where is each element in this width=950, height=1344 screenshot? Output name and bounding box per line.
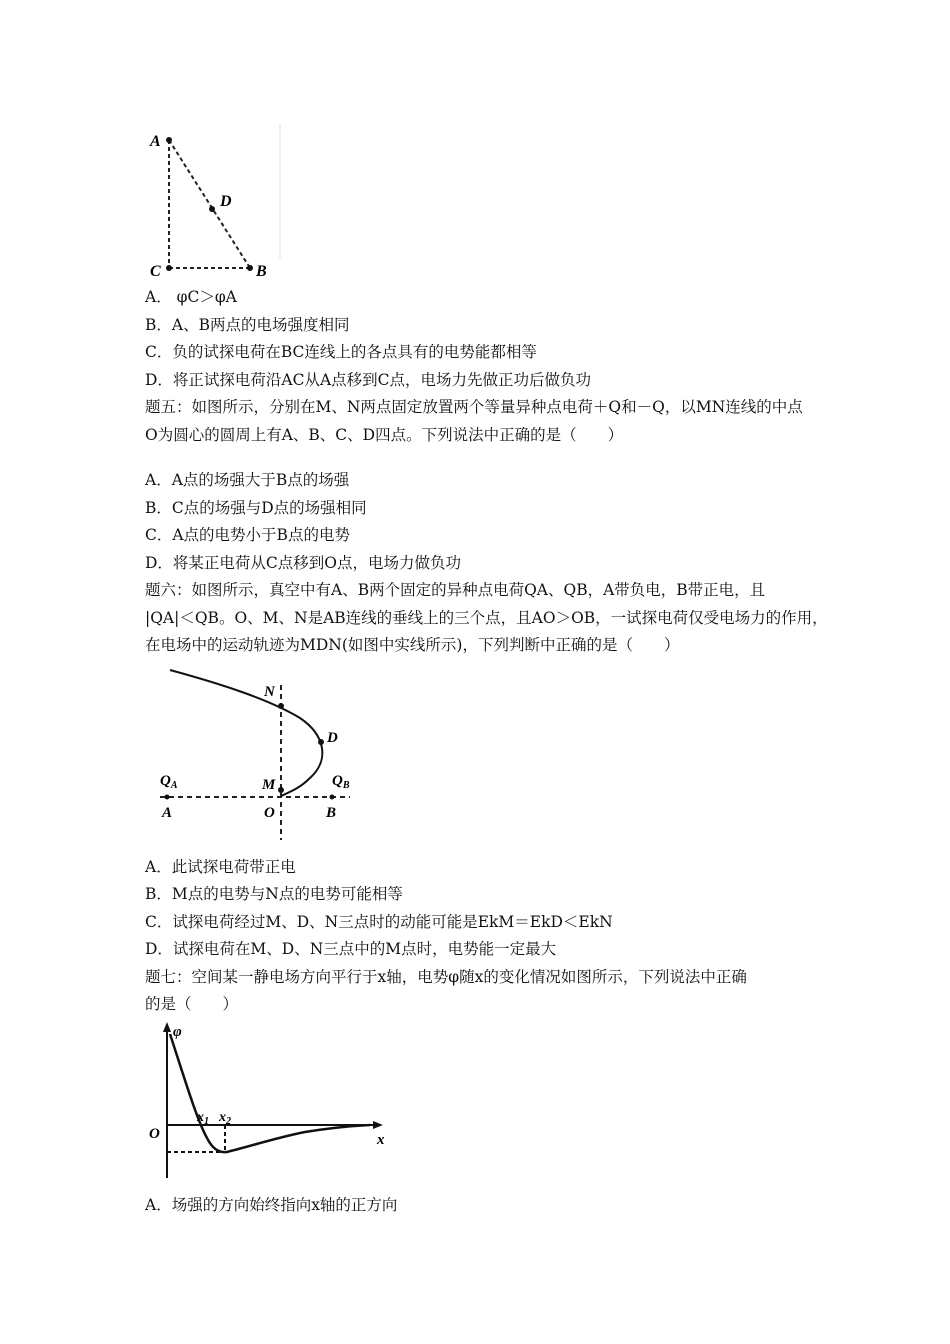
label-x: x	[377, 1132, 385, 1148]
q6-stem-line3: 在电场中的运动轨迹为MDN(如图中实线所示)，下列判断中正确的是（ ）	[145, 636, 680, 654]
q6-option-a: A．此试探电荷带正电	[145, 858, 296, 876]
label-D: D	[327, 730, 338, 746]
q4-option-c: C．负的试探电荷在BC连线上的各点具有的电势能都相等	[145, 343, 537, 361]
label-O: O	[264, 805, 275, 821]
label-B: B	[326, 805, 337, 821]
label-QA-sub: A	[170, 780, 178, 791]
q5-option-c: C．A点的电势小于B点的电势	[145, 526, 350, 544]
q6-option-b: B．M点的电势与N点的电势可能相等	[145, 885, 403, 903]
q4-option-d: D．将正试探电荷沿AC从A点移到C点，电场力先做正功后做负功	[145, 371, 592, 389]
point-B	[247, 265, 253, 271]
label-C: C	[150, 263, 161, 280]
q4-option-a: A． φC＞φA	[145, 288, 237, 306]
q7-stem-line1: 题七：空间某一静电场方向平行于x轴，电势φ随x的变化情况如图所示，下列说法中正确	[145, 968, 747, 986]
point-B	[330, 795, 335, 800]
label-A: A	[150, 133, 161, 150]
q7-option-a: A．场强的方向始终指向x轴的正方向	[145, 1196, 398, 1214]
q4-option-b: B．A、B两点的电场强度相同	[145, 316, 350, 334]
q5-stem-line2: O为圆心的圆周上有A、B、C、D四点。下列说法中正确的是（ ）	[145, 426, 624, 444]
point-A	[166, 137, 172, 143]
q6-stem-line2: |QA|＜QB。O、M、N是AB连线的垂线上的三个点，且AO＞OB，一试探电荷仅受电场力的作用，	[145, 609, 828, 627]
label-QB: $Q_B$	[332, 773, 350, 791]
label-N: N	[264, 684, 275, 700]
point-C	[166, 265, 172, 271]
figure-triangle	[140, 122, 285, 282]
label-x1-sub: 1	[204, 1116, 209, 1127]
label-O: O	[149, 1126, 160, 1142]
trajectory-curve	[170, 670, 322, 796]
q5-option-a: A．A点的场强大于B点的场强	[145, 471, 350, 489]
point-D	[318, 739, 324, 745]
point-D	[209, 206, 215, 212]
segment-AB	[169, 140, 250, 268]
label-M: M	[262, 777, 276, 793]
label-QB-sub: B	[342, 780, 350, 791]
q6-stem-line1: 题六：如图所示，真空中有A、B两个固定的异种点电荷QA、QB，A带负电，B带正电，且	[145, 581, 766, 599]
q6-option-c: C．试探电荷经过M、D、N三点时的动能可能是EkM＝EkD＜EkN	[145, 913, 613, 931]
point-A	[165, 795, 170, 800]
potential-curve	[170, 1034, 370, 1152]
phi-axis-arrow	[163, 1022, 171, 1032]
label-QA: $Q_A$	[160, 773, 178, 791]
label-phi: φ	[173, 1024, 182, 1040]
label-x1: $x_1$	[197, 1110, 209, 1127]
figure-trajectory	[150, 660, 370, 850]
label-x2: $x_2$	[219, 1110, 231, 1127]
label-D: D	[220, 193, 232, 210]
q5-option-b: B．C点的场强与D点的场强相同	[145, 499, 367, 517]
q5-option-d: D．将某正电荷从C点移到O点，电场力做负功	[145, 554, 461, 572]
figure-potential-graph	[145, 1020, 395, 1180]
label-B: B	[256, 263, 267, 280]
q5-stem-line1: 题五：如图所示，分别在M、N两点固定放置两个等量异种点电荷＋Q和－Q，以MN连线的中点	[145, 398, 803, 416]
x-axis-arrow	[373, 1121, 383, 1129]
label-x2-sub: 2	[226, 1116, 231, 1127]
point-N	[278, 703, 284, 709]
q7-stem-line2: 的是（ ）	[145, 995, 239, 1013]
q6-option-d: D．试探电荷在M、D、N三点中的M点时，电势能一定最大	[145, 940, 557, 958]
label-A: A	[162, 805, 173, 821]
point-M	[278, 787, 284, 793]
